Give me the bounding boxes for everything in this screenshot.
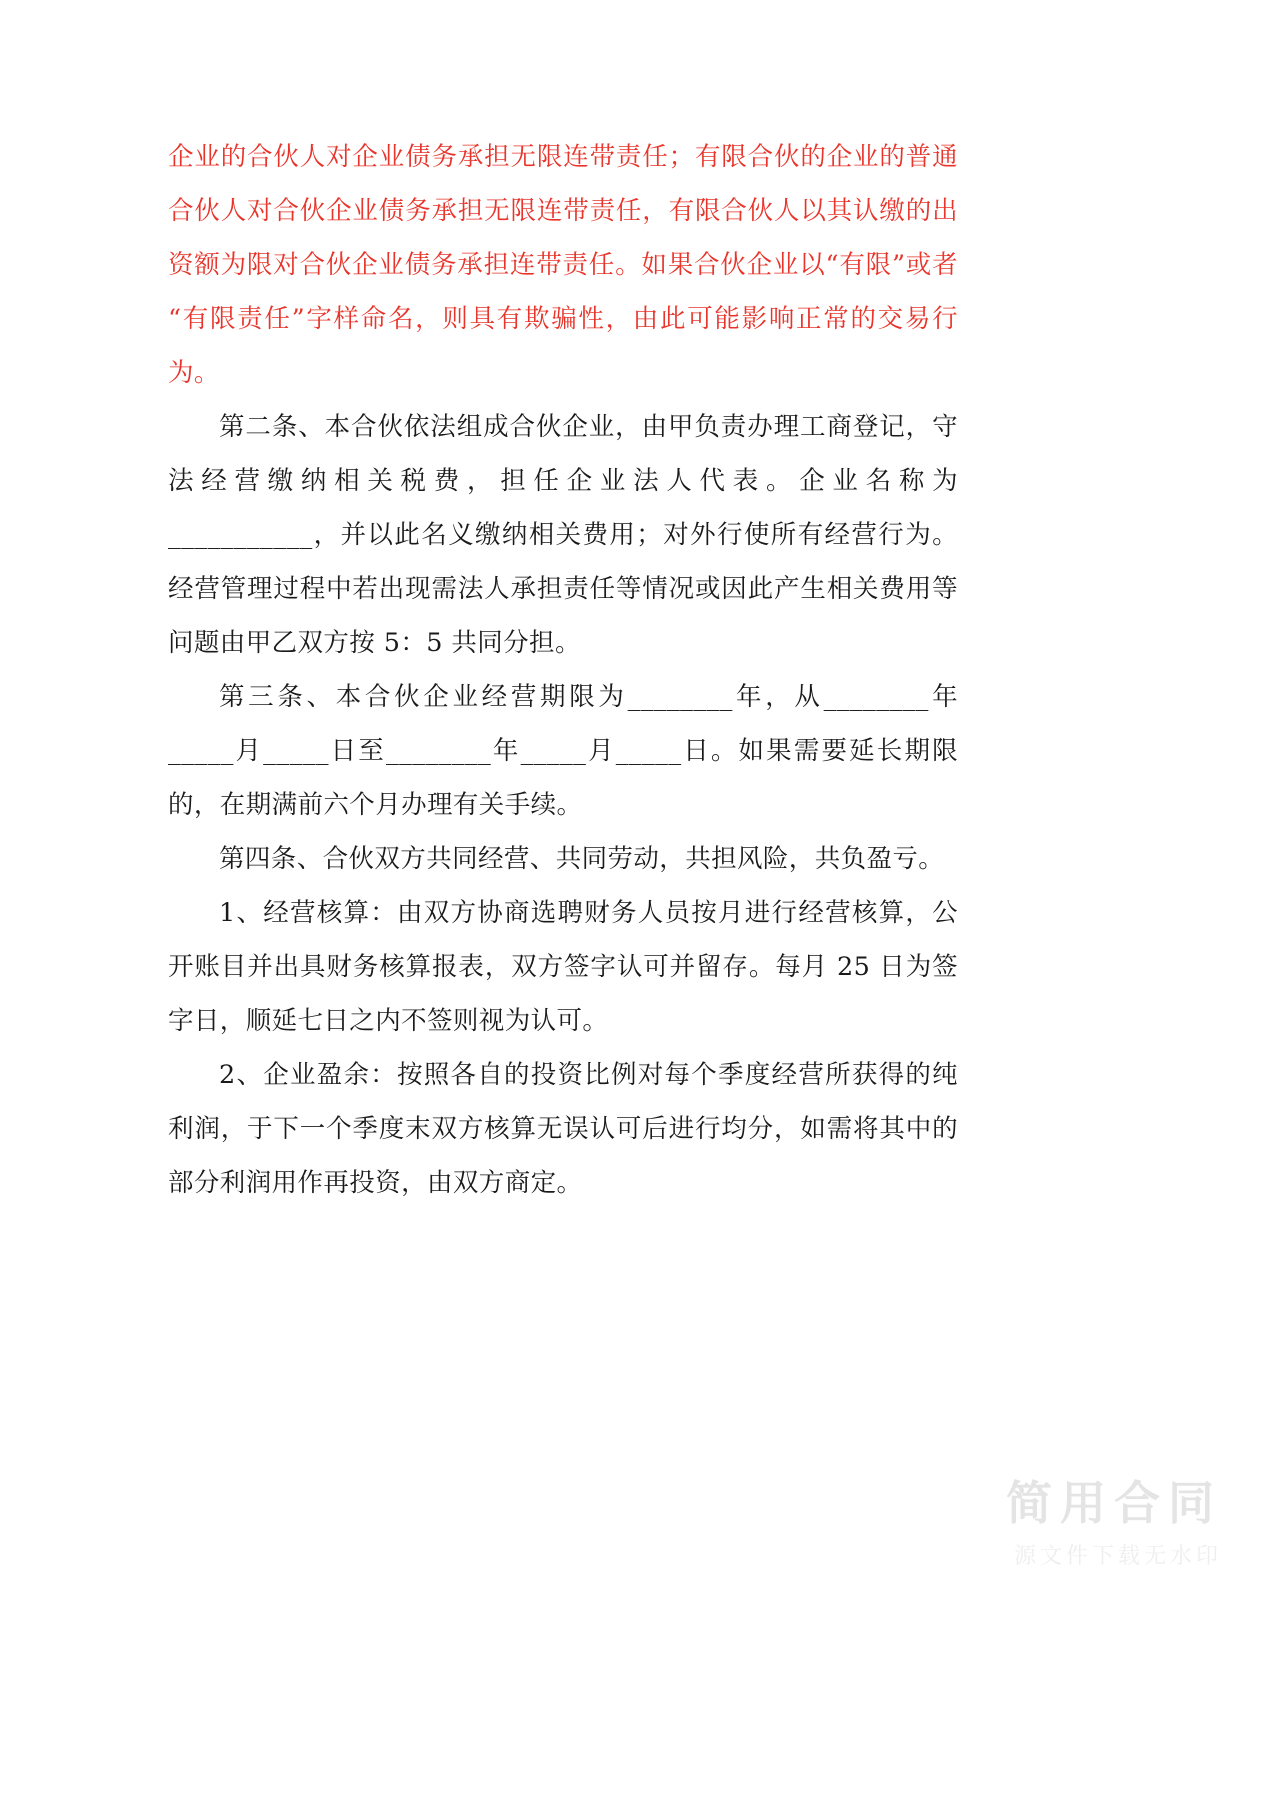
paragraph-clause-two: 第二条、本合伙依法组成合伙企业，由甲负责办理工商登记，守法经营缴纳相关税费，担任企业法人代表。企业名称为___________，并以此名义缴纳相关费用；对外行使所有经营行为。经营管理过程中若出现需法人承担责任等情况或因此产生相关费用等问题由甲乙双方按 5：5 共同分担。 — [168, 412, 958, 658]
watermark-main-text: 简用合同 — [1006, 1476, 1222, 1531]
watermark — [1006, 1478, 1222, 1570]
paragraph-clause-four: 第四条、合伙双方共同经营、共同劳动，共担风险，共负盈亏。 — [219, 844, 945, 874]
watermark-sub-text: 源文件下载无水印 — [1013, 1544, 1222, 1569]
paragraph-clause-three: 第三条、本合伙企业经营期限为________年，从________年_____月_____日至________年_____月_____日。如果需要延长期限的，在期满前六个月办理有关手续。 — [168, 682, 958, 820]
document-body — [168, 130, 958, 1210]
paragraph-clause-one-continued: 企业的合伙人对企业债务承担无限连带责任；有限合伙的企业的普通合伙人对合伙企业债务承担无限连带责任，有限合伙人以其认缴的出资额为限对合伙企业债务承担连带责任。如果合伙企业以“有限”或者“有限责任”字样命名，则具有欺骗性，由此可能影响正常的交易行为。 — [168, 142, 958, 388]
paragraph-item-2-surplus: 2、企业盈余：按照各自的投资比例对每个季度经营所获得的纯利润，于下一个季度末双方核算无误认可后进行均分，如需将其中的部分利润用作再投资，由双方商定。 — [168, 1060, 958, 1198]
paragraph-item-1-accounting: 1、经营核算：由双方协商选聘财务人员按月进行经营核算，公开账目并出具财务核算报表，双方签字认可并留存。每月 25 日为签字日，顺延七日之内不签则视为认可。 — [168, 898, 958, 1036]
